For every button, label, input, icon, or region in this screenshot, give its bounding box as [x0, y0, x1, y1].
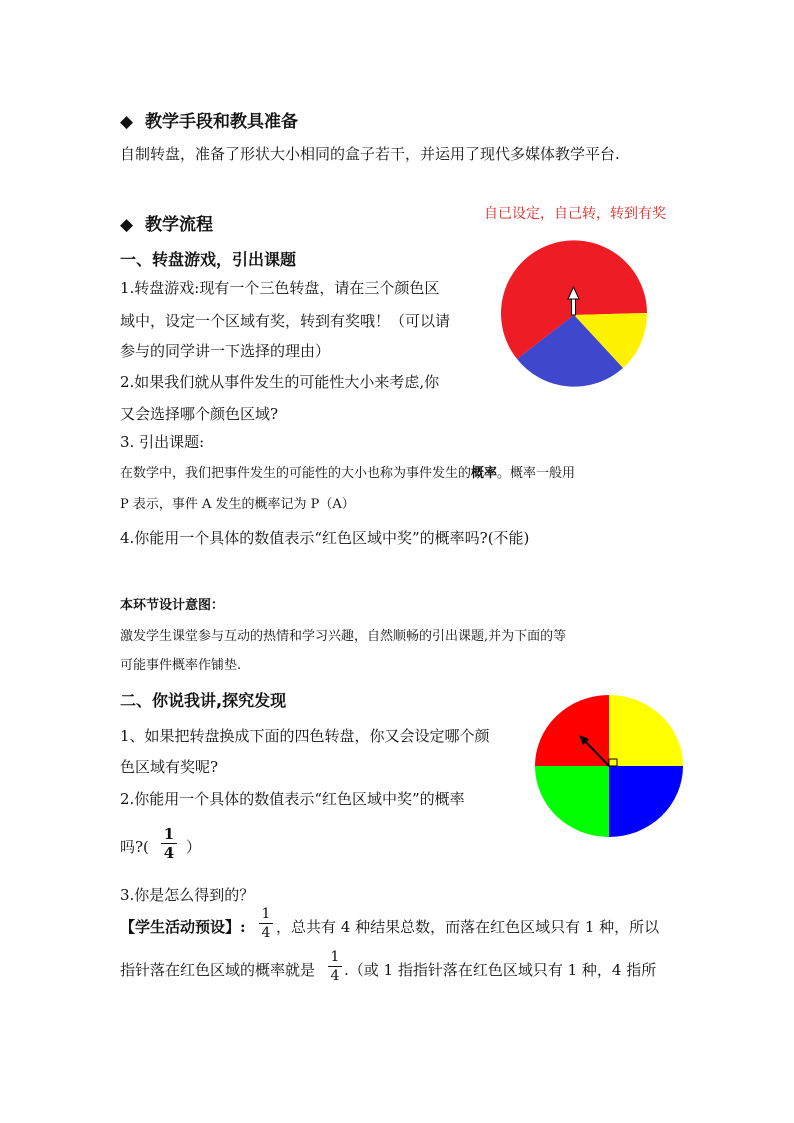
part2-item1-line1: 1、如果把转盘换成下面的四色转盘，你又会设定哪个颜 [120, 727, 490, 745]
section-means-title: 教学手段和教具准备 [145, 112, 298, 132]
section-means-text: 自制转盘，准备了形状大小相同的盒子若干，并运用了现代多媒体教学平台. [120, 145, 620, 163]
part1-item1-line1: 1.转盘游戏:现有一个三色转盘，请在三个颜色区 [120, 279, 440, 297]
part2-item2-suffix: ） [186, 838, 202, 856]
concept-text-c: 。概率一般用 [497, 466, 576, 481]
spinner4-green-sector [535, 766, 609, 837]
three-color-spinner [494, 235, 654, 395]
fraction-denominator: 4 [261, 925, 271, 941]
part1-item1-line3: 参与的同学讲一下选择的理由） [120, 342, 331, 360]
concept-text-a: 在数学中，我们把事件发生的可能性的大小也称为事件发生的 [120, 466, 472, 481]
section-flow-heading [120, 210, 213, 235]
section-flow-title: 教学流程 [145, 215, 213, 235]
fraction-one-quarter [259, 906, 273, 941]
part1-item2-line1: 2.如果我们就从事件发生的可能性大小来考虑,你 [120, 373, 440, 391]
diamond-bullet-icon: ◆ [120, 112, 134, 132]
fraction-numerator: 1 [330, 949, 340, 965]
part1-item4: 4.你能用一个具体的数值表示“红色区域中奖”的概率吗?(不能) [120, 529, 530, 547]
fraction-numerator: 1 [261, 906, 271, 922]
fraction-denominator: 4 [330, 968, 340, 984]
spinner4-yellow-sector [609, 695, 683, 766]
preset-label: 【学生活动预设】: [120, 918, 246, 936]
part2-item2-prefix: 吗?( [120, 838, 149, 856]
concept-line2: P 表示，事件 A 发生的概率记为 P（A） [120, 497, 355, 512]
concept-term-probability: 概率 [471, 466, 498, 481]
part1-heading: 一、转盘游戏，引出课题 [120, 250, 297, 269]
part2-item1-line2: 色区域有奖呢? [120, 758, 219, 776]
part1-item2-line2: 又会选择哪个颜色区域? [120, 405, 279, 423]
fraction-one-quarter [328, 949, 342, 984]
part1-item3: 3. 引出课题: [120, 433, 205, 451]
spinner4-blue-sector [609, 766, 683, 837]
part1-item1-line2: 域中，设定一个区域有奖，转到有奖哦！（可以请 [120, 312, 451, 330]
spinner-annotation: 自已设定，自己转，转到有奖 [484, 206, 666, 222]
part2-item3: 3.你是怎么得到的？ [120, 886, 255, 904]
fraction-denominator: 4 [163, 844, 175, 862]
fraction-numerator: 1 [163, 825, 175, 843]
preset-text: ，总共有 4 种结果总数，而落在红色区域只有 1 种，所以 [276, 918, 660, 936]
last-line-b: .（或 1 指指针落在红色区域只有 1 种，4 指所 [344, 961, 657, 979]
diamond-bullet-icon: ◆ [120, 215, 134, 235]
four-color-spinner [533, 695, 685, 837]
part2-heading: 二、你说我讲,探究发现 [120, 691, 287, 710]
concept-line1 [120, 462, 575, 481]
fraction-bar [259, 923, 273, 924]
fraction-one-quarter [161, 826, 177, 861]
design-intent-line2: 可能事件概率作铺垫. [120, 658, 242, 673]
part2-item2-line1: 2.你能用一个具体的数值表示“红色区域中奖”的概率 [120, 790, 465, 808]
design-intent-heading: 本环节设计意图： [120, 598, 225, 613]
section-means-heading [120, 107, 298, 132]
design-intent-line1: 激发学生课堂参与互动的热情和学习兴趣，自然顺畅的引出课题,并为下面的等 [120, 629, 567, 644]
last-line-a: 指针落在红色区域的概率就是 [120, 961, 316, 979]
fraction-bar [328, 966, 342, 967]
